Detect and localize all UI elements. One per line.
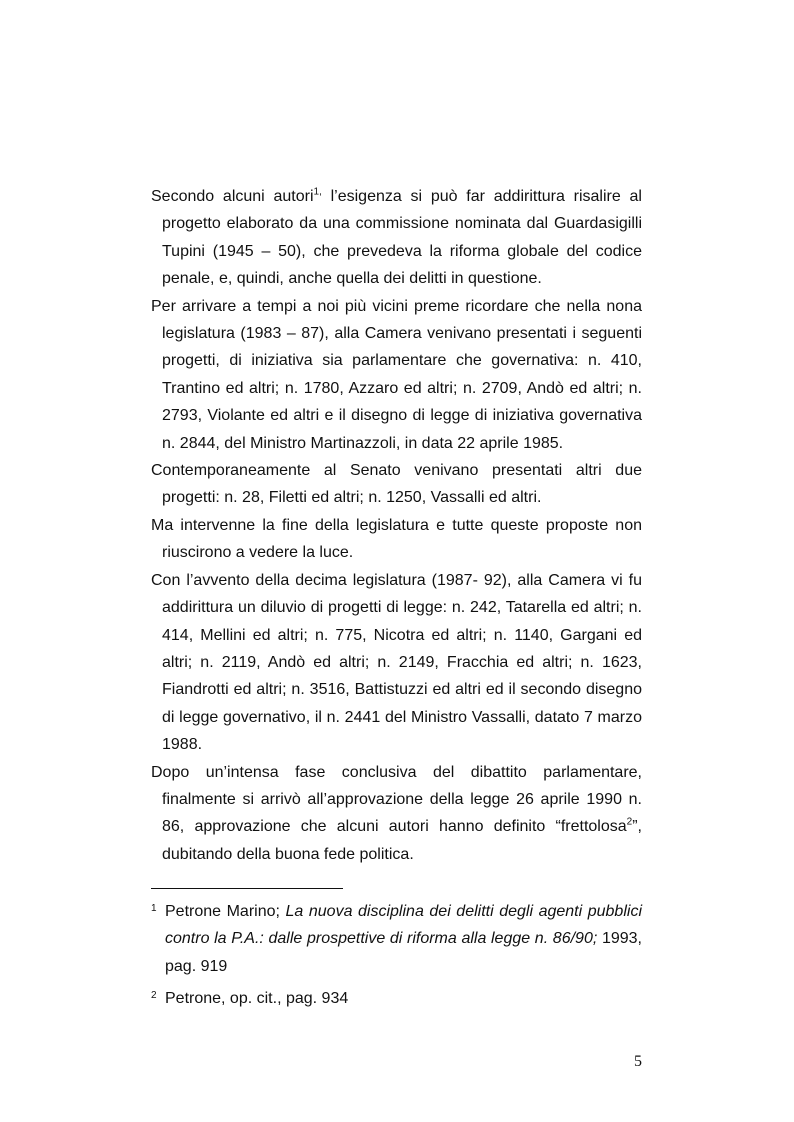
paragraph-5: Con l’avvento della decima legislatura (1987- 92), alla Camera vi fu addirittura un diluvio di progetti di legge: n. 242, Tatarella ed altri; n. 414, Mellini ed altri; n. 775, Nicotra ed altri; n. 1140, Gargani ed altri; n. 2119, Andò ed altri; n. 2149, Fracchia ed altri; n. 1623, Fiandrotti ed altri; n. 3516, Battistuzzi ed altri ed il secondo disegno di legge governativo, il n. 2441 del Ministro Vassalli, datato 7 marzo 1988. — [151, 571, 642, 754]
footnote-title: La nuova disciplina dei delitti degli agenti pubblici contro la P.A.: dalle prospettive di riforma alla legge n. 86/90; — [165, 903, 642, 948]
body-text — [151, 183, 642, 868]
paragraph-4: Ma intervenne la fine della legislatura e tutte queste proposte non riuscirono a vedere la luce. — [151, 516, 642, 562]
footnote-number: 1 — [151, 903, 157, 914]
paragraph-6: Dopo un’intensa fase conclusiva del dibattito parlamentare, finalmente si arrivò all’approvazione della legge 26 aprile 1990 n. 86, approvazione che alcuni autori hanno definito “frettolosa$^2$”, dubitando della buona fede politica. — [151, 763, 642, 863]
footnote-1: 1 Petrone Marino; La nuova disciplina dei delitti degli agenti pubblici contro la P.A.: dalle prospettive di riforma alla legge n. 86/90; 1993, pag. 919 — [151, 895, 642, 980]
footnote-ref-1: 1, — [313, 186, 322, 198]
page-number: 5 — [634, 1053, 642, 1070]
paragraph-1: Secondo alcuni autori$^{1,}$ l’esigenza si può far addirittura risalire al progetto elaborato da una commissione nominata dal Guardasigilli Tupini (1945 – 50), che prevedeva la riforma globale del codice penale, e, quindi, anche quella dei delitti in questione. — [151, 186, 642, 288]
footnote-ref-2: 2 — [626, 817, 633, 829]
paragraph-2: Per arrivare a tempi a noi più vicini preme ricordare che nella nona legislatura (1983 – 87), alla Camera venivano presentati i seguenti progetti, di iniziativa sia parlamentare che governativa: n. 410, Trantino ed altri; n. 1780, Azzaro ed altri; n. 2709, Andò ed altri; n. 2793, Violante ed altri e il disegno di legge di iniziativa governativa n. 2844, del Ministro Martinazzoli, in data 22 aprile 1985. — [151, 297, 642, 452]
paragraph-3: Contemporaneamente al Senato venivano presentati altri due progetti: n. 28, Filetti ed altri; n. 1250, Vassalli ed altri. — [151, 462, 642, 507]
footnote-separator — [151, 888, 343, 889]
footnote-number: 2 — [151, 990, 157, 1002]
footnotes — [151, 895, 642, 1015]
footnote-2: 2 Petrone, op. cit., pag. 934 — [151, 982, 642, 1012]
